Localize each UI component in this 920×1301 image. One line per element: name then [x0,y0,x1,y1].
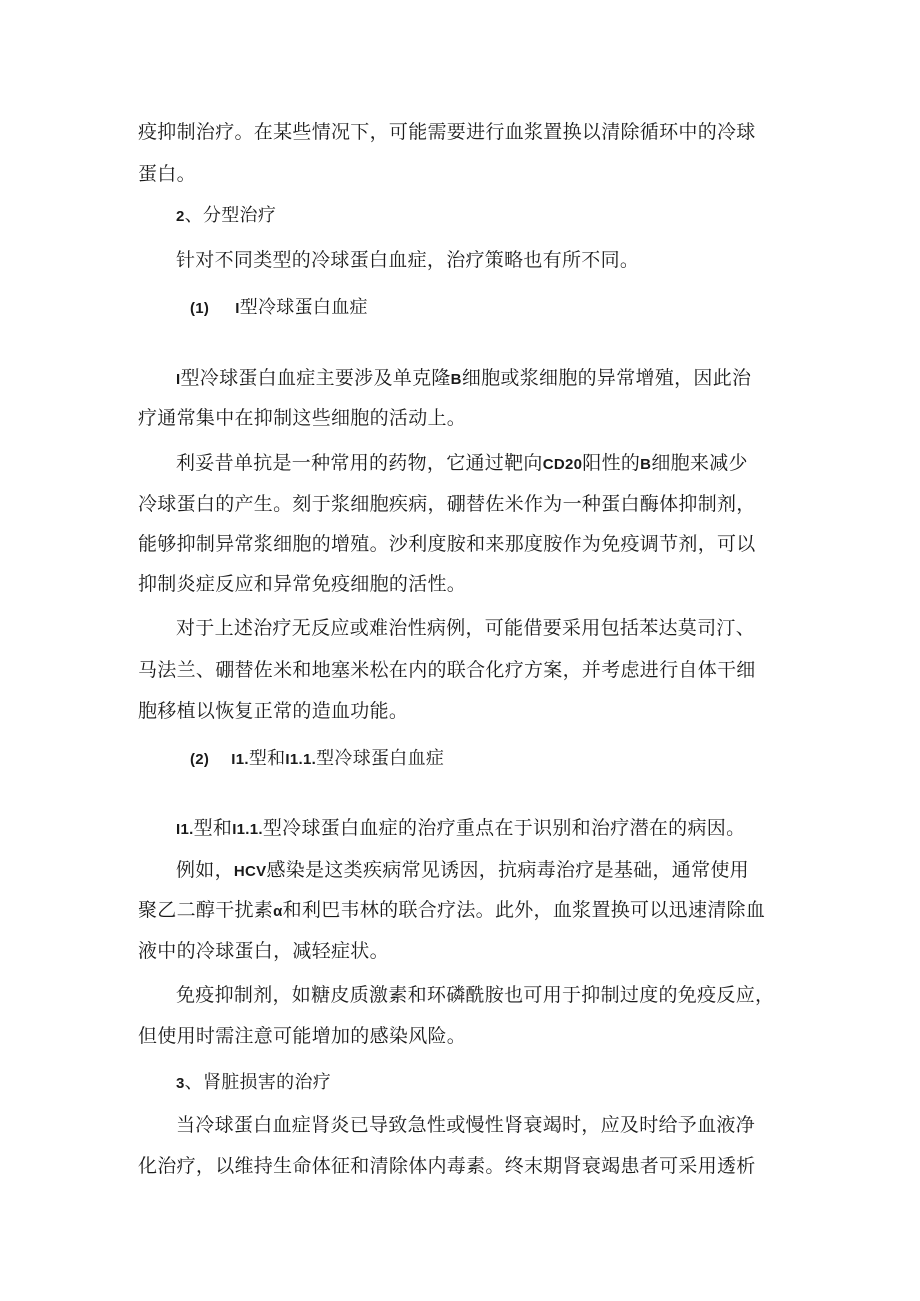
text: 针对不同类型的冷球蛋白血症，治疗策略也有所不同。 [176,249,640,271]
text: 和利巴韦林的联合疗法。此外，血浆置换可以迅速清除血 [282,899,766,921]
paragraph-line [0,530,920,558]
paragraph-line [0,118,920,146]
paragraph-line [0,404,920,432]
paragraph-line [0,246,920,274]
roman-numeral: I [176,371,181,388]
subsection-title: 型冷球蛋白血症 [316,748,445,769]
text: 液中的冷球蛋白，减轻症状。 [138,940,389,962]
paragraph-line [0,981,920,1009]
text: 阳性的 [582,452,641,474]
text: 细胞来减少 [651,452,748,474]
paragraph-line [0,160,920,188]
paragraph-line [0,1022,920,1050]
roman-numeral: I1. [176,821,194,838]
subsection-heading-1 [0,294,920,323]
paragraph-line [0,449,920,479]
paragraph-line [0,656,920,684]
section-heading-3 [0,1069,920,1098]
subsection-number: (1) [190,300,210,317]
subsection-title: 型冷球蛋白血症 [239,297,368,318]
paragraph-line [0,1152,920,1180]
text: 型冷球蛋白血症主要涉及单克隆 [180,367,451,389]
text-latin: B [450,371,462,388]
section-title: 、肾脏损害的治疗 [184,1072,332,1093]
section-number: 3 [176,1075,185,1092]
text: 化治疗，以维持生命体征和清除体内毒素。终末期肾衰竭患者可采用透析 [138,1155,756,1177]
text: 当冷球蛋白血症肾炎已导致急性或慢性肾衰竭时，应及时给予血液净 [176,1114,756,1136]
section-title: 、分型治疗 [184,205,277,226]
text: 感染是这类疾病常见诱因，抗病毒治疗是基础，通常使用 [266,859,749,881]
subsection-heading-2 [0,745,920,774]
text: 马法兰、硼替佐米和地塞米松在内的联合化疗方案，并考虑进行自体干细 [138,659,756,681]
text-latin: HCV [233,863,267,880]
paragraph-line [0,856,920,886]
paragraph-line [0,697,920,725]
section-number: 2 [176,208,185,225]
paragraph-line [0,1111,920,1139]
paragraph-line [0,937,920,965]
paragraph-line [0,490,920,518]
text: 疗通常集中在抑制这些细胞的活动上。 [138,407,467,429]
section-heading-2 [0,202,920,231]
text: 型冷球蛋白血症的治疗重点在于识别和治疗潜在的病因。 [262,817,746,839]
subsection-number: (2) [190,751,210,768]
roman-numeral: I1.1. [232,821,263,838]
text: 例如， [176,859,234,881]
text: 能够抑制异常浆细胞的增殖。沙利度胺和来那度胺作为免疫调节剂，可以 [138,533,756,555]
text: 但使用时需注意可能增加的感染风险。 [138,1025,467,1047]
text-latin: CD20 [542,456,583,473]
text-latin: B [640,456,652,473]
text: 对于上述治疗无反应或难治性病例，可能借要采用包括苯达莫司汀、 [176,617,756,639]
text: 胞移植以恢复正常的造血功能。 [138,700,409,722]
text: 蛋白。 [138,163,196,185]
text: 免疫抑制剂，如糖皮质激素和环磷酰胺也可用于抑制过度的免疫反应， [176,984,775,1006]
text: 型和 [193,817,233,839]
roman-numeral: I1. [231,751,249,768]
roman-numeral: I1.1. [285,751,317,768]
paragraph-line [0,570,920,598]
text: 型和 [248,748,286,769]
roman-numeral: I [235,300,240,317]
paragraph-line [0,614,920,642]
text: 聚乙二醇干扰素 [138,899,274,921]
text: 疫抑制治疗。在某些情况下，可能需要进行血浆置换以清除循环中的冷球 [138,121,756,143]
paragraph-line [0,896,920,926]
paragraph-line [0,814,920,844]
text-latin: α [273,903,283,920]
text: 利妥昔单抗是一种常用的药物，它通过靶向 [176,452,543,474]
text: 细胞或浆细胞的异常增殖，因此治 [461,367,752,389]
text: 抑制炎症反应和异常免疫细胞的活性。 [138,573,467,595]
text: 冷球蛋白的产生。刻于浆细胞疾病，硼替佐米作为一种蛋白酶体抑制剂， [138,493,756,515]
paragraph-line [0,364,920,394]
